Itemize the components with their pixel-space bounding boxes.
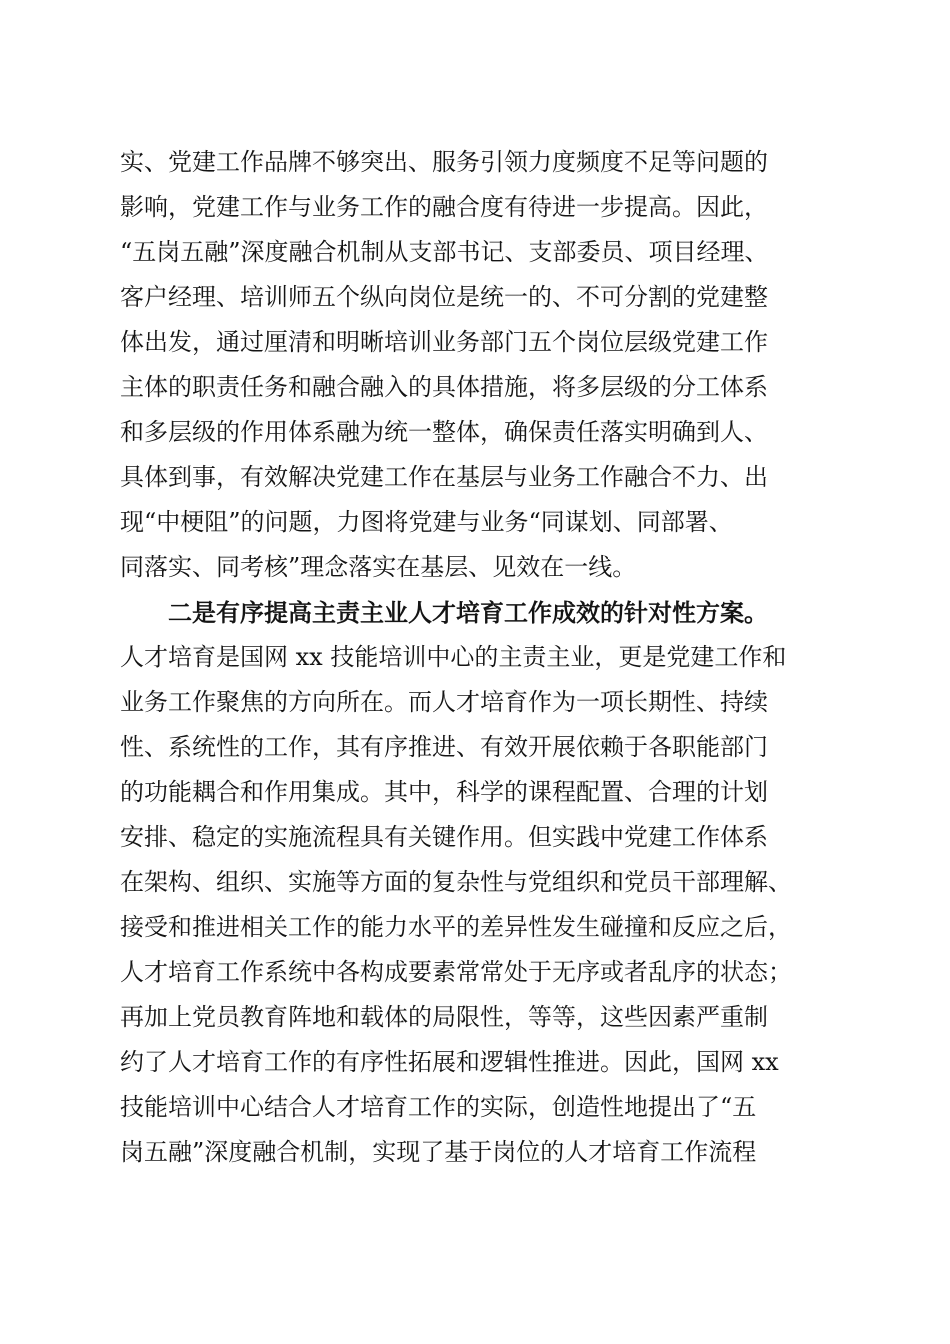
text-line: “五岗五融”深度融合机制从支部书记、支部委员、项目经理、 bbox=[120, 238, 769, 266]
text-line: 技能培训中心结合人才培育工作的实际，创造性地提出了“五 bbox=[120, 1093, 757, 1121]
text-line: 主体的职责任务和融合融入的具体措施，将多层级的分工体系 bbox=[120, 373, 768, 401]
text-line: 的功能耦合和作用集成。其中，科学的课程配置、合理的计划 bbox=[120, 778, 768, 806]
text-line: 岗五融”深度融合机制，实现了基于岗位的人才培育工作流程 bbox=[120, 1138, 757, 1166]
text-line: 性、系统性的工作，其有序推进、有效开展依赖于各职能部门 bbox=[120, 733, 768, 761]
text-line: 实、党建工作品牌不够突出、服务引领力度频度不足等问题的 bbox=[120, 148, 768, 176]
text-line: 现“中梗阻”的问题，力图将党建与业务“同谋划、同部署、 bbox=[120, 508, 733, 536]
text-line: 具体到事，有效解决党建工作在基层与业务工作融合不力、出 bbox=[120, 463, 768, 491]
text-line: 客户经理、培训师五个纵向岗位是统一的、不可分割的党建整 bbox=[120, 283, 768, 311]
text-line: 体出发，通过厘清和明晰培训业务部门五个岗位层级党建工作 bbox=[120, 328, 768, 356]
text-line: 业务工作聚焦的方向所在。而人才培育作为一项长期性、持续 bbox=[120, 688, 768, 716]
text-line: 人才培育是国网 xx 技能培训中心的主责主业，更是党建工作和 bbox=[120, 643, 787, 671]
text-line: 接受和推进相关工作的能力水平的差异性发生碰撞和反应之后， bbox=[120, 913, 792, 941]
text-line: 约了人才培育工作的有序性拓展和逻辑性推进。因此，国网 xx bbox=[120, 1048, 779, 1076]
body-text bbox=[120, 140, 850, 1175]
text-line: 影响，党建工作与业务工作的融合度有待进一步提高。因此， bbox=[120, 193, 768, 221]
text-line: 在架构、组织、实施等方面的复杂性与党组织和党员干部理解、 bbox=[120, 868, 792, 896]
section-heading: 二是有序提高主责主业人才培育工作成效的针对性方案。 bbox=[168, 598, 768, 627]
text-line: 同落实、同考核”理念落实在基层、见效在一线。 bbox=[120, 553, 637, 581]
text-line: 人才培育工作系统中各构成要素常常处于无序或者乱序的状态； bbox=[120, 958, 792, 986]
text-line: 再加上党员教育阵地和载体的局限性，等等，这些因素严重制 bbox=[120, 1003, 768, 1031]
text-line: 和多层级的作用体系融为统一整体，确保责任落实明确到人、 bbox=[120, 418, 768, 446]
text-line: 安排、稳定的实施流程具有关键作用。但实践中党建工作体系 bbox=[120, 823, 768, 851]
